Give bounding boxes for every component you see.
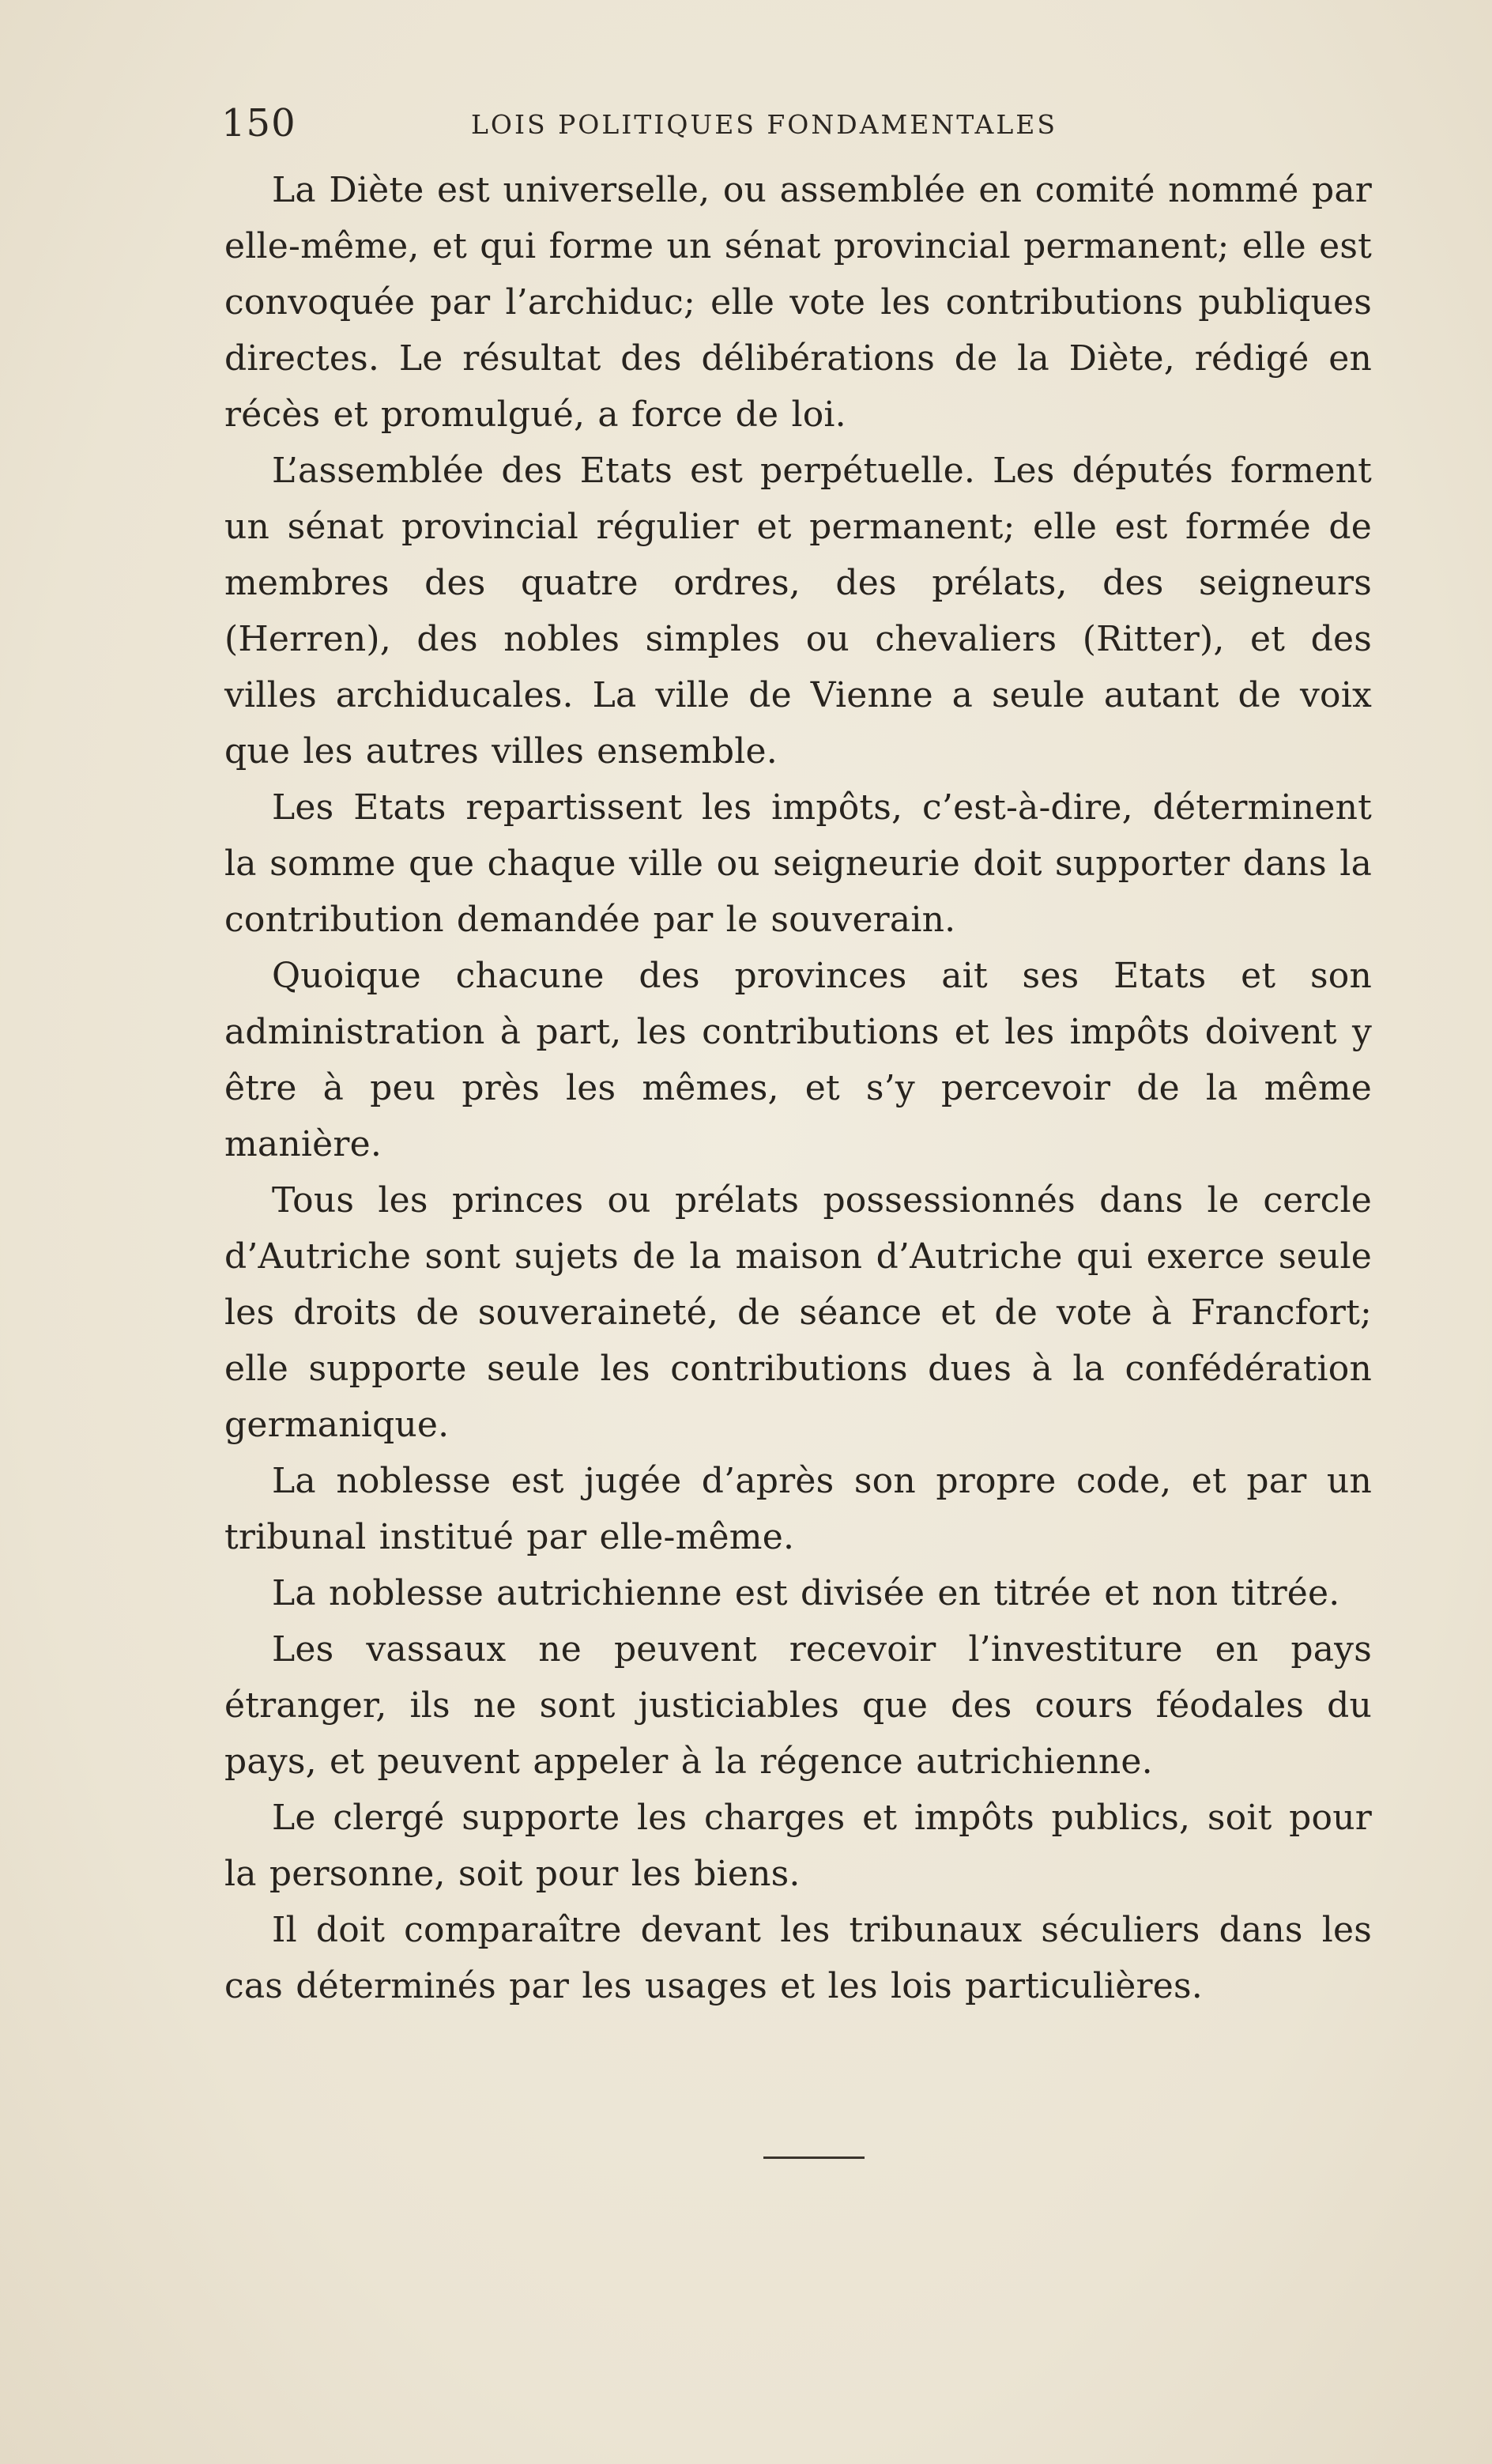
paragraph-princes: Tous les princes ou prélats possessionnés dans le cercle d’Autriche sont sujets de la maison d’Autriche qui exerce seule les droits de souveraineté, de séance et de vote à Francfort; elle supporte seule les contributions dues à la confédération germanique. <box>224 1180 1372 1445</box>
paragraph-tribunaux: Il doit comparaître devant les tribunaux séculiers dans les cas déterminés par les usages et les lois particulières. <box>224 1910 1372 2006</box>
paragraph-diete: La Diète est universelle, ou assemblée en comité nommé par elle-même, et qui forme un sénat provincial permanent; elle est convoquée par l’archiduc; elle vote les contributions publiques directes. Le résultat des délibérations de la Diète, rédigé en récès et promulgué, a force de loi. <box>224 170 1372 435</box>
paragraph-clerge: Le clergé supporte les charges et impôts publics, soit pour la personne, soit pour les biens. <box>224 1798 1372 1894</box>
paragraph-impots: Les Etats repartissent les impôts, c’est-à-dire, déterminent la somme que chaque ville ou seigneurie doit supporter dans la contribution demandée par le souverain. <box>224 787 1372 940</box>
page-number: 150 <box>221 101 296 145</box>
paragraph-noblesse-code: La noblesse est jugée d’après son propre code, et par un tribunal institué par elle-même. <box>224 1461 1372 1557</box>
paragraph-provinces: Quoique chacune des provinces ait ses Etats et son administration à part, les contributions et les impôts doivent y être à peu près les mêmes, et s’y percevoir de la même manière. <box>224 956 1372 1164</box>
paragraph-vassaux: Les vassaux ne peuvent recevoir l’investiture en pays étranger, ils ne sont justiciables que des cours féodales du pays, et peuvent appeler à la régence autrichienne. <box>224 1629 1372 1782</box>
running-head: LOIS POLITIQUES FONDAMENTALES <box>471 109 1057 140</box>
paragraph-assemblee-etats: L’assemblée des Etats est perpétuelle. Les députés forment un sénat provincial régulier et permanent; elle est formée de membres des quatre ordres, des prélats, des seigneurs (Herren), des nobles simples ou chevaliers (Ritter), et des villes archiducales. La ville de Vienne a seule autant de voix que les autres villes ensemble. <box>224 451 1372 772</box>
end-rule <box>763 2156 865 2159</box>
body-text <box>224 162 1372 2014</box>
page-header <box>221 101 1375 149</box>
paragraph-noblesse-titree: La noblesse autrichienne est divisée en titrée et non titrée. <box>272 1573 1340 1613</box>
